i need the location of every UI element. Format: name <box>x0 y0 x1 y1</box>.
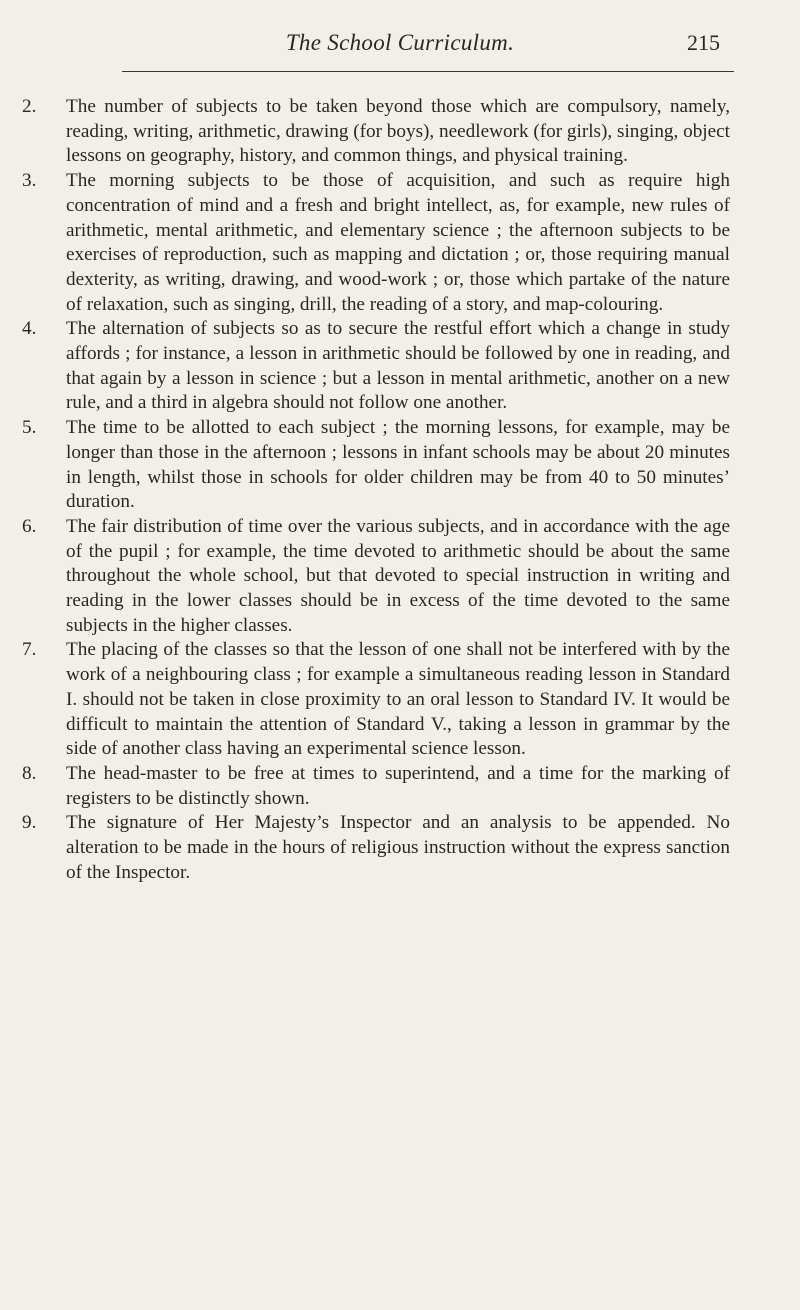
numbered-list <box>22 95 730 886</box>
item-number: 2. <box>22 96 37 117</box>
item-text: The head-master to be free at times to superintend, and a time for the marking of registers to be distinctly shown. <box>66 762 730 809</box>
item-number: 6. <box>22 515 37 537</box>
item-number: 4. <box>22 318 37 340</box>
item-text: The signature of Her Majesty’s Inspector and an analysis to be appended. No alteration to be made in the hours of religious instruction without the express sanction of the Inspector. <box>66 812 730 883</box>
page-number: 215 <box>687 30 720 55</box>
list-item <box>22 416 730 515</box>
list-item <box>22 95 730 169</box>
header-rule <box>122 71 734 72</box>
item-number: 5. <box>22 417 37 439</box>
list-item <box>22 811 730 885</box>
item-text: The alternation of subjects so as to secure the restful effort which a change in study affords ; for instance, a lesson in arithmetic should be followed by one in reading, and that again by a lesson in science ; but a lesson in mental arithmetic, another on a new rule, and a third in algebra should not follow one another. <box>66 318 730 414</box>
item-text: The time to be allotted to each subject ; the morning lessons, for example, may be longer than those in the afternoon ; lessons in infant schools may be about 20 minutes in length, whilst those in schools for older children may be from 40 to 50 minutes’ duration. <box>66 417 730 513</box>
item-text: The placing of the classes so that the lesson of one shall not be interfered with by the work of a neighbouring class ; for example a simultaneous reading lesson in Standard I. should not be taken in close proximity to an oral lesson to Standard IV. It would be difficult to maintain the attention of Standard V., taking a lesson in grammar by the side of another class having an experimental science lesson. <box>66 639 730 760</box>
list-item <box>22 515 730 639</box>
item-number: 8. <box>22 762 37 784</box>
list-item <box>22 638 730 762</box>
running-head <box>0 30 800 64</box>
list-item <box>22 317 730 416</box>
list-item <box>22 762 730 811</box>
list-item <box>22 169 730 317</box>
item-text: The morning subjects to be those of acquisition, and such as require high concentration of mind and a fresh and bright intellect, as, for example, new rules of arithmetic, mental arithmetic, and elementary science ; the afternoon subjects to be exercises of reproduction, such as mapping and dictation ; or, those requiring manual dexterity, as writing, drawing, and wood-work ; or, those which partake of the nature of relaxation, such as singing, drill, the reading of a story, and map-colouring. <box>66 170 730 315</box>
item-number: 3. <box>22 170 37 192</box>
item-number: 9. <box>22 812 37 834</box>
running-title: The School Curriculum. <box>285 30 515 55</box>
item-text: The number of subjects to be taken beyond those which are compulsory, namely, reading, writing, arithmetic, drawing (for boys), needlework (for girls), singing, object lessons on geography, history, and common things, and physical training. <box>66 96 730 167</box>
item-text: The fair distribution of time over the various subjects, and in accordance with the age of the pupil ; for example, the time devoted to arithmetic should be about the same throughout the whole school, but that devoted to special instruction in writing and reading in the lower classes should be in excess of the time devoted to the same subjects in the higher classes. <box>66 515 730 636</box>
item-number: 7. <box>22 639 37 661</box>
